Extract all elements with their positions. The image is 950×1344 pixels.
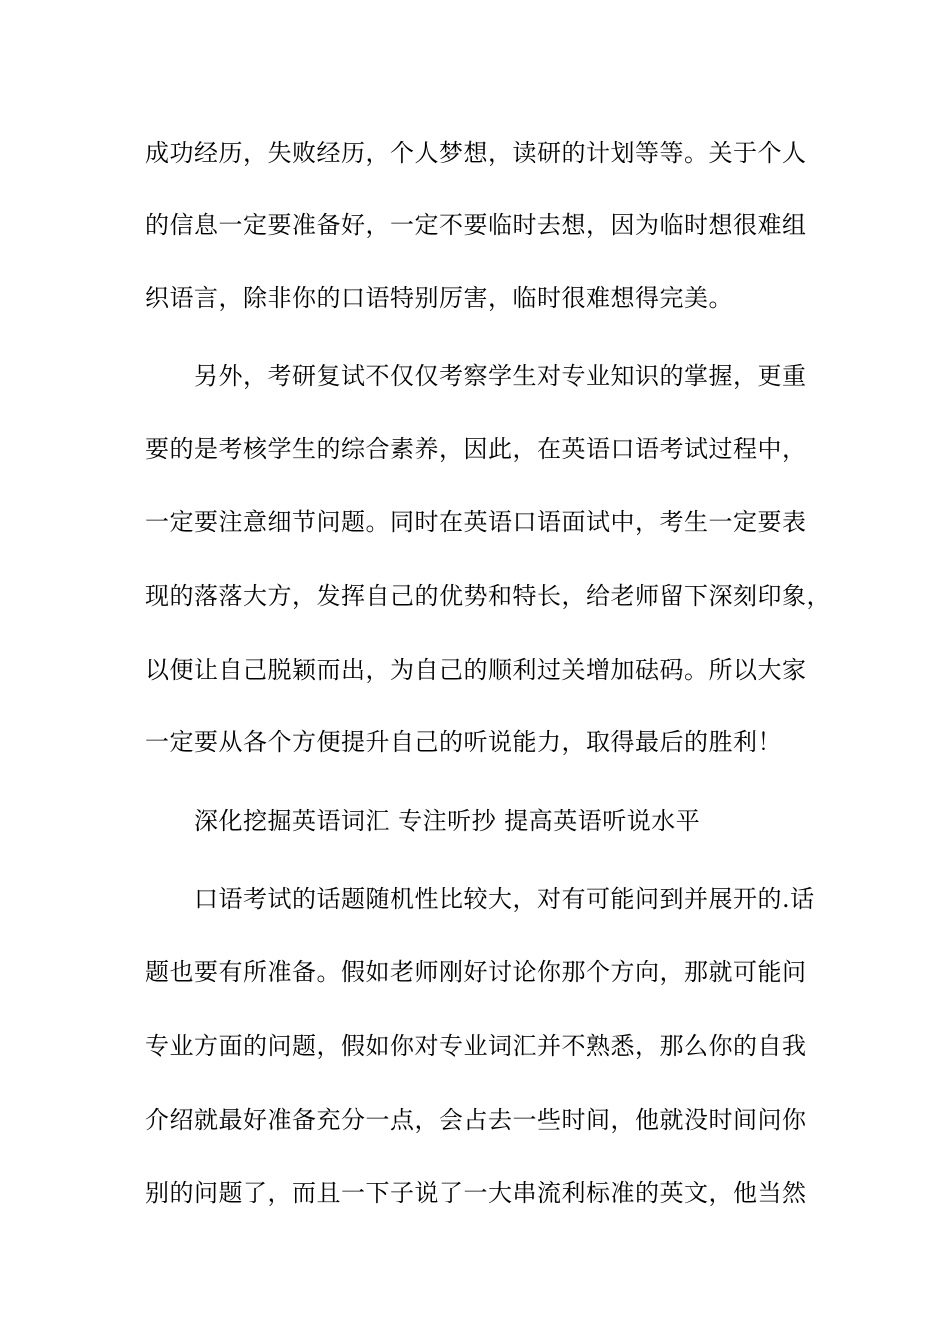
text-line-1: 成功经历，失败经历，个人梦想，读研的计划等等。关于个人 [145, 139, 807, 167]
section-heading: 深化挖掘英语词汇 专注听抄 提高英语听说水平 [194, 807, 701, 835]
text-line-8: 以便让自己脱颖而出，为自己的顺利过关增加砝码。所以大家 [145, 656, 807, 684]
text-line-15: 别的问题了，而且一下子说了一大串流利标准的英文，他当然 [145, 1179, 807, 1207]
text-line-3: 织语言，除非你的口语特别厉害，临时很难想得完美。 [145, 284, 733, 312]
text-line-11: 口语考试的话题随机性比较大，对有可能问到并展开的.话 [194, 885, 815, 913]
text-line-5: 要的是考核学生的综合素养，因此，在英语口语考试过程中， [145, 435, 807, 463]
text-line-4: 另外，考研复试不仅仅考察学生对专业知识的掌握，更重 [194, 362, 807, 390]
text-line-12: 题也要有所准备。假如老师刚好讨论你那个方向，那就可能问 [145, 958, 807, 986]
text-line-2: 的信息一定要准备好，一定不要临时去想，因为临时想很难组 [145, 211, 807, 239]
text-line-6: 一定要注意细节问题。同时在英语口语面试中，考生一定要表 [145, 508, 807, 536]
text-line-13: 专业方面的问题，假如你对专业词汇并不熟悉，那么你的自我 [145, 1032, 807, 1060]
text-line-9: 一定要从各个方便提升自己的听说能力，取得最后的胜利！ [145, 728, 782, 756]
text-line-7: 现的落落大方，发挥自己的优势和特长，给老师留下深刻印象， [145, 582, 831, 610]
text-line-14: 介绍就最好准备充分一点，会占去一些时间，他就没时间问你 [145, 1106, 807, 1134]
